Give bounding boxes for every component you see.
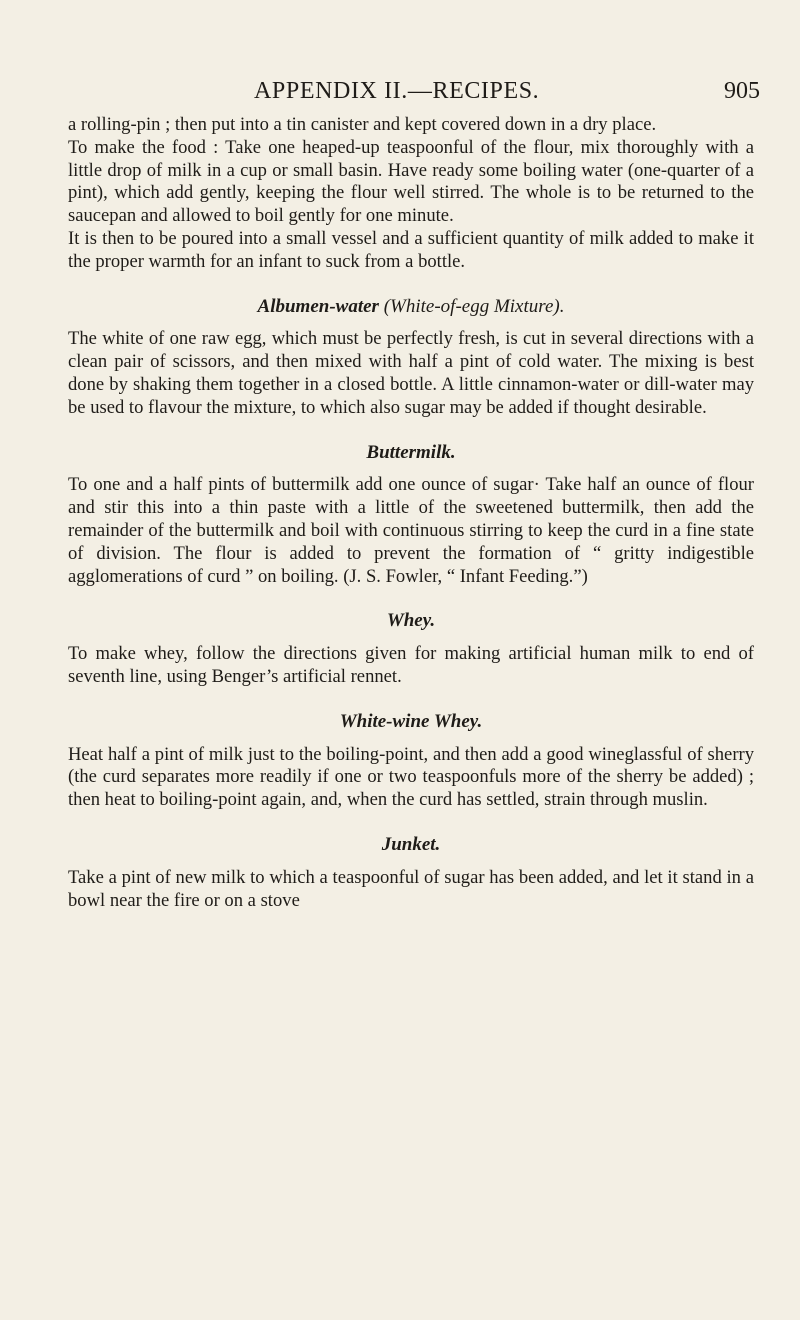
heading-albumen-subtitle-text: (White-of-egg Mixture). <box>383 295 565 317</box>
section-heading-junket: Junket. <box>381 833 441 855</box>
paragraph-continuation: a rolling-pin ; then put into a tin canister and kept covered down in a dry place. <box>68 114 657 135</box>
paragraph-junket: Take a pint of new milk to which a teaspoonful of sugar has been added, and let it stand in a bowl near the fire or on a stove <box>68 866 754 911</box>
paragraph-serving: It is then to be poured into a small vessel and a sufficient quantity of milk added to make it the proper warmth for an infant to suck from a bottle. <box>68 227 754 272</box>
paragraph-albumen-water: The white of one raw egg, which must be perfectly fresh, is cut in several directions with a clean pair of scissors, and then mixed with half a pint of cold water. The mixing is best done by shaking them together in a closed bottle. A little cinnamon-water or dill-water may be used to flavour the mixture, to which also sugar may be added if thought desirable. <box>68 328 754 418</box>
heading-albumen-title: Albumen-water <box>257 295 379 317</box>
running-head: APPENDIX II.—RECIPES. <box>254 78 540 104</box>
paragraph-food-preparation: To make the food : Take one heaped-up teaspoonful of the flour, mix thoroughly with a little drop of milk in a cup or small basin. Have ready some boiling water (one-quarter of a pint), which add gently, keeping the flour well stirred. The whole is to be returned to the saucepan and allowed to boil gently for one minute. <box>68 136 754 227</box>
paragraph-white-wine-whey: Heat half a pint of milk just to the boiling-point, and then add a good wineglassful of sherry (the curd separates more readily if one or two teaspoonfuls more of the sherry be added) ; then heat to boiling-point again, and, when the curd has settled, strain through muslin. <box>68 743 754 811</box>
section-heading-albumen-water <box>68 296 754 319</box>
paragraph-buttermilk: To one and a half pints of buttermilk add one ounce of sugar· Take half an ounce of flour and stir this into a thin paste with a little of the sweetened buttermilk, then add the remainder of the buttermilk and boil with continuous stirring to keep the curd in a fine state of division. The flour is added to prevent the formation of “ gritty indigestible agglomerations of curd ” on boiling. (J. S. Fowler, “ Infant Feeding.”) <box>68 474 754 587</box>
page-content <box>68 114 754 912</box>
section-heading-buttermilk: Buttermilk. <box>366 441 456 463</box>
paragraph-whey: To make whey, follow the directions given for making artificial human milk to end of seventh line, using Benger’s artificial rennet. <box>68 643 754 687</box>
heading-albumen-subtitle <box>384 296 565 317</box>
section-heading-whey: Whey. <box>386 610 436 632</box>
section-heading-white-wine-whey: White-wine Whey. <box>339 710 483 732</box>
page-number: 905 <box>724 78 760 104</box>
